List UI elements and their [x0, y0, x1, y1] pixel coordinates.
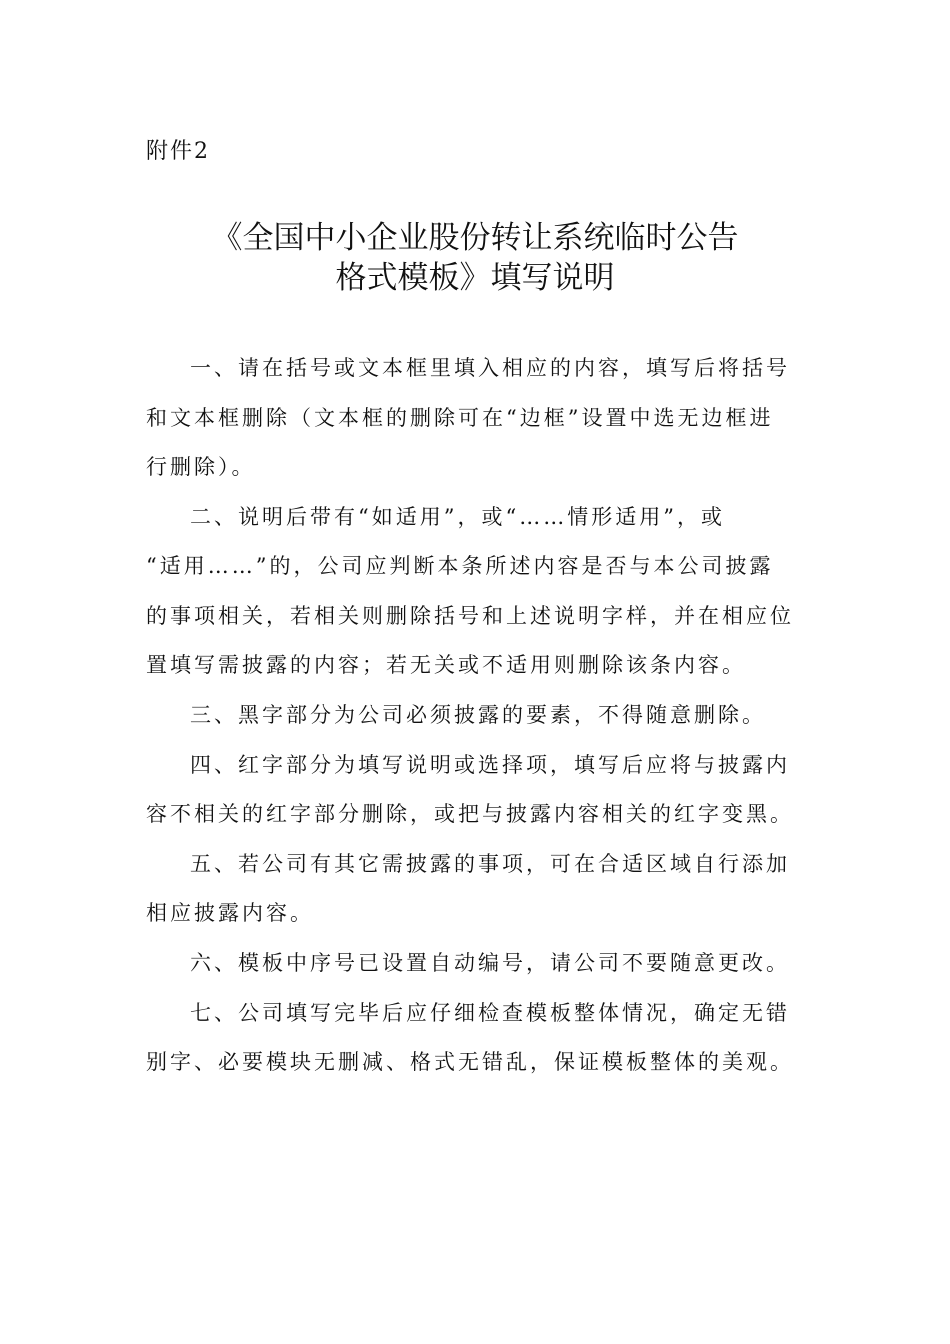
instruction-line: 六、模板中序号已设置自动编号，请公司不要随意更改。: [190, 951, 790, 975]
instruction-line: 容不相关的红字部分删除，或把与披露内容相关的红字变黑。: [146, 802, 794, 826]
document-title-line-2: 格式模板》填写说明: [335, 260, 615, 296]
instruction-line: 三、黑字部分为公司必须披露的要素，不得随意删除。: [190, 703, 766, 727]
instruction-line: 七、公司填写完毕后应仔细检查模板整体情况，确定无错: [190, 1001, 790, 1025]
instruction-line: 四、红字部分为填写说明或选择项，填写后应将与披露内: [190, 753, 790, 777]
instruction-line: 二、说明后带有“如适用”，或“……情形适用”，或: [190, 505, 725, 529]
instruction-line: 置填写需披露的内容；若无关或不适用则删除该条内容。: [146, 653, 746, 677]
instruction-line: 和文本框删除（文本框的删除可在“边框”设置中选无边框进: [146, 406, 774, 430]
instruction-line: 一、请在括号或文本框里填入相应的内容，填写后将括号: [190, 356, 790, 380]
instruction-line: 行删除）。: [146, 455, 256, 479]
instruction-line: 别字、必要模块无删减、格式无错乱，保证模板整体的美观。: [146, 1050, 794, 1074]
attachment-label: 附件2: [146, 139, 210, 164]
instruction-line: 五、若公司有其它需披露的事项，可在合适区域自行添加: [190, 852, 790, 876]
instruction-line: 的事项相关，若相关则删除括号和上述说明字样，并在相应位: [146, 604, 794, 628]
instruction-line: 相应披露内容。: [146, 901, 314, 925]
instruction-line: “适用……”的，公司应判断本条所述内容是否与本公司披露: [146, 554, 774, 578]
document-title-line-1: 《全国中小企业股份转让系统临时公告: [211, 220, 739, 256]
